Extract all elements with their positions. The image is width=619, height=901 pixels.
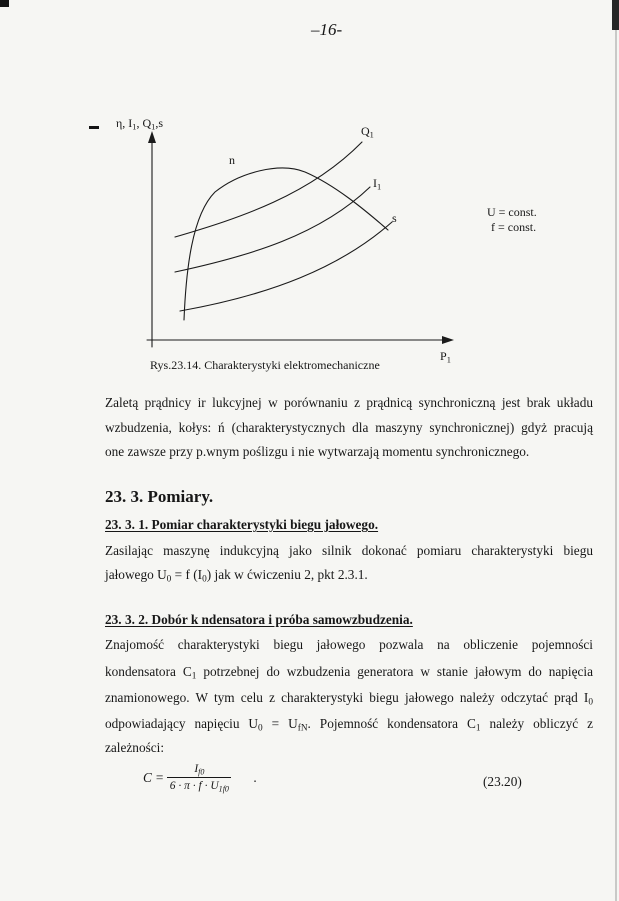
condition-voltage: U = const. — [487, 205, 537, 219]
condition-frequency: f = const. — [491, 220, 537, 234]
formula-lhs: C — [143, 769, 152, 785]
subsection-2-line-1: Znajomość charakterystyki biegu jałowego pozwala na obliczenie pojemności — [105, 637, 593, 652]
y-axis-arrow — [148, 131, 156, 143]
subsection-1-heading: 23. 3. 1. Pomiar charakterystyki biegu jałowego. — [105, 517, 379, 532]
intro-line-3: one zawsze przy p.wnym poślizgu i nie wytwarzają momentu synchronicznego. — [105, 444, 530, 459]
x-axis-label: $P_1$ — [440, 349, 451, 365]
curve-q1 — [175, 142, 362, 237]
curve-s — [180, 222, 392, 311]
formula-numerator: $I_{f0}$ — [167, 762, 231, 778]
subsection-2-line-5: zależności: — [105, 740, 165, 755]
figure-caption: Rys.23.14. Charakterystyki elektromechaniczne — [150, 358, 380, 372]
equation-number: (23.20) — [483, 774, 522, 789]
intro-line-1: Zaletą prądnicy ir lukcyjnej w porównaniu z prądnicą synchroniczną jest brak układu — [105, 395, 593, 410]
curve-label-s: s — [392, 211, 397, 225]
figure-diagram — [0, 0, 619, 400]
subsection-1-line-2: jałowego $U_0 = f$ $(I_0)$ jak w ćwiczeniu 2, pkt 2.3.1. — [105, 567, 368, 585]
formula-trailing-dot: . — [253, 769, 257, 785]
section-heading: 23. 3. Pomiary. — [105, 487, 214, 506]
subsection-2-line-3: znamionowego. W tym celu z charakterystyki biegu jałowego należy odczytać prąd $I_0$ — [105, 690, 593, 708]
curve-i1 — [175, 187, 370, 272]
subsection-2-line-2: kondensatora $C_1$ potrzebnej do wzbudzenia generatora w stanie jałowym do napięcia — [105, 664, 593, 682]
page-number: –16- — [311, 20, 343, 39]
formula-denominator: $6 \cdot \pi \cdot f \cdot U_{1f0}$ — [169, 780, 229, 794]
curve-label-i1: $I_1$ — [373, 176, 382, 192]
x-axis-arrow — [442, 336, 454, 344]
capacitance-formula — [143, 762, 257, 793]
formula-equals: = — [155, 769, 164, 785]
y-axis-label: η, $I_1$, $Q_1,s$ — [116, 116, 163, 132]
curve-label-q1: $Q_1$ — [361, 124, 374, 140]
intro-line-2: wzbudzenia, kołys: ń (charakterystycznych dla maszyny synchronicznej) gdyż pracują — [105, 420, 593, 435]
subsection-2-line-4: odpowiadający napięciu $U_0 = U_{fN}$. Pojemność kondensatora $C_1$ należy obliczyć z — [105, 716, 593, 734]
curve-label-eta: n — [229, 153, 235, 167]
formula-fraction — [167, 762, 231, 793]
curve-eta — [184, 168, 388, 320]
subsection-2-heading: 23. 3. 2. Dobór k ndensatora i próba samowzbudzenia. — [105, 612, 413, 627]
subsection-1-line-1: Zasilając maszynę indukcyjną jako silnik dokonać pomiaru charakterystyki biegu — [105, 543, 593, 558]
